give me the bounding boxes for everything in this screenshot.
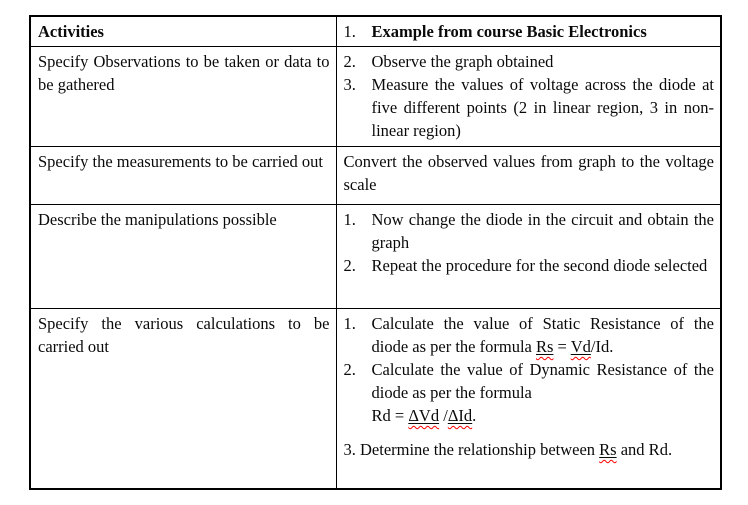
text-segment: Rd = — [371, 406, 409, 425]
text-segment — [448, 406, 472, 425]
paragraph — [38, 20, 330, 43]
manipulations-left-cell — [30, 205, 336, 309]
spellcheck-flagged-text: Vd — [570, 337, 591, 356]
list-item-text — [372, 312, 715, 358]
list-number: 1. — [343, 22, 356, 41]
table-row-manipulations — [30, 205, 721, 309]
text-segment: . — [472, 406, 477, 425]
table-row-header — [30, 16, 721, 47]
activities-table — [29, 15, 722, 490]
header-left-cell — [30, 16, 336, 47]
text-segment: = — [553, 337, 571, 356]
list-number: 2. — [343, 256, 356, 275]
manipulations-right-cell — [336, 205, 721, 309]
spellcheck-flagged-text: ΔId — [447, 406, 473, 425]
list-item-text — [372, 208, 715, 254]
spellcheck-flagged-text: Rs — [599, 440, 617, 459]
text-segment: and Rd. — [616, 440, 673, 459]
text-segment — [408, 406, 439, 425]
list-number: 2. — [343, 52, 356, 71]
list-item — [344, 208, 715, 254]
text-segment: Calculate the value of Static Resistance of the diode as per the formula — [371, 314, 714, 356]
observations-left-cell — [30, 47, 336, 147]
text-segment: Describe the manipulations possible — [38, 210, 277, 229]
list-number: 1. — [343, 210, 356, 229]
list-item — [344, 50, 715, 73]
measurements-left-cell — [30, 147, 336, 205]
paragraph — [38, 312, 330, 358]
text-segment: 3. Determine the relationship between — [343, 440, 600, 459]
list-number: 2. — [343, 360, 356, 379]
list-item-text — [372, 73, 715, 142]
text-segment: Observe the graph obtained — [371, 52, 554, 71]
paragraph — [38, 208, 330, 231]
header-right-cell — [336, 16, 721, 47]
list-number: 3. — [343, 75, 356, 94]
paragraph — [344, 150, 715, 196]
text-segment: Measure the values of voltage across the diode at five different points (2 in linear region, 3 in non-linear region) — [371, 75, 714, 140]
text-segment: Calculate the value of Dynamic Resistance of the diode as per the formula — [371, 360, 714, 402]
text-segment: Example from course Basic Electronics — [371, 22, 647, 41]
text-segment: Specify Observations to be taken or data to be gathered — [38, 52, 330, 94]
text-segment: Activities — [38, 22, 104, 41]
list-item — [344, 73, 715, 142]
list-item-text — [372, 50, 715, 73]
list-item — [344, 312, 715, 358]
table-body — [30, 16, 721, 489]
paragraph — [38, 150, 330, 173]
list-item-text — [372, 254, 715, 277]
list-item — [344, 358, 715, 427]
calculations-left-cell — [30, 309, 336, 489]
text-segment: Repeat the procedure for the second diode selected — [371, 256, 708, 275]
list-item-text — [372, 20, 715, 43]
text-segment — [599, 440, 616, 459]
text-segment: Now change the diode in the circuit and obtain the graph — [371, 210, 714, 252]
text-segment — [536, 337, 553, 356]
list-item-text — [372, 358, 715, 427]
paragraph — [38, 50, 330, 96]
table-row-observations — [30, 47, 721, 147]
text-segment: / — [439, 406, 448, 425]
text-segment: /Id. — [590, 337, 614, 356]
text-segment: Specify the various calculations to be carried out — [38, 314, 330, 356]
text-segment: Convert the observed values from graph to the voltage scale — [343, 152, 714, 194]
text-segment — [571, 337, 591, 356]
paragraph — [344, 438, 715, 461]
spellcheck-flagged-text: ΔVd — [408, 406, 440, 425]
list-number: 1. — [343, 314, 356, 333]
table-row-calculations — [30, 309, 721, 489]
measurements-right-cell — [336, 147, 721, 205]
text-segment: Specify the measurements to be carried out — [38, 152, 323, 171]
list-item — [344, 20, 715, 43]
calculations-right-cell — [336, 309, 721, 489]
observations-right-cell — [336, 47, 721, 147]
list-item — [344, 254, 715, 277]
table-row-measurements — [30, 147, 721, 205]
spellcheck-flagged-text: Rs — [535, 337, 554, 356]
